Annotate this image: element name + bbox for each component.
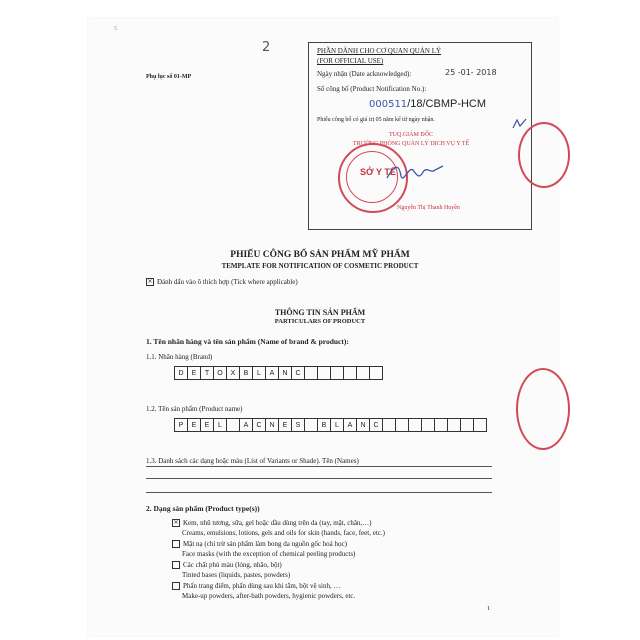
variants-line-2 [146,478,492,479]
product-name-cell: N [266,419,279,431]
product-type-en: Make-up powders, after-bath powders, hygienic powders, etc. [182,592,356,600]
official-title-en: (FOR OFFICIAL USE) [317,57,384,65]
brand-cell: N [279,367,292,379]
official-use-box [308,42,532,230]
product-type-vn: Kem, nhũ tương, sữa, gel hoặc dầu dùng trên da (tay, mặt, chân,…) [183,519,372,527]
brand-cell [370,367,382,379]
edge-stamp-bottom [516,368,570,450]
product-label: 1.2. Tên sản phẩm (Product name) [146,405,243,413]
product-type-checkbox[interactable] [172,561,180,569]
brand-cell: T [201,367,214,379]
product-type-vn: Các chất phủ màu (lỏng, nhão, bột) [183,561,282,569]
brand-grid [174,366,383,380]
product-name-grid [174,418,487,432]
product-type-en: Tinted bases (liquids, pastes, powders) [182,571,291,579]
product-name-cell [409,419,422,431]
validity-note: Phiếu công bố có giá trị 05 năm kể từ ngày nhận. [317,117,435,123]
product-type-checkbox[interactable]: × [173,519,179,527]
brand-cell: C [292,367,305,379]
section-title-vn: THÔNG TIN SẢN PHẨM [274,308,366,317]
corner-mark: 5 [114,26,117,32]
product-type-checkbox[interactable] [172,582,180,590]
product-name-cell: E [279,419,292,431]
edge-stamp-top [518,122,570,188]
product-type-en: Face masks (with the exception of chemical peeling products) [182,550,356,558]
product-name-cell [227,419,240,431]
signer-name: Nguyễn Thị Thanh Huyền [397,205,460,211]
product-name-cell [396,419,409,431]
initial-mark-icon [512,118,528,130]
number-label: Số công bố (Product Notification No.): [317,85,427,93]
product-type-item [172,539,385,559]
handwritten-number: 2 [262,40,271,55]
variants-line-3 [146,492,492,493]
product-name-cell [461,419,474,431]
brand-cell [344,367,357,379]
product-name-cell: E [188,419,201,431]
brand-cell: D [175,367,188,379]
product-name-cell: C [370,419,383,431]
section-title-en: PARTICULARS OF PRODUCT [274,318,366,325]
signature-icon [385,160,445,186]
section1-title: 1. Tên nhãn hàng và tên sản phẩm (Name of brand & product): [146,337,349,346]
product-name-cell: L [214,419,227,431]
product-type-item [172,560,385,580]
stamp-center-text: SỞ Y TẾ [360,167,396,177]
product-name-cell: S [292,419,305,431]
notification-number-black: /18/CBMP-HCM [407,98,487,110]
tick-note [146,278,298,286]
product-name-cell: E [201,419,214,431]
product-name-cell: P [175,419,188,431]
section2-title: 2. Dạng sản phẩm (Product type(s)) [146,504,260,513]
product-name-cell: L [331,419,344,431]
notification-number [369,98,486,110]
brand-cell: B [240,367,253,379]
sign-dept: TRƯỞNG PHÒNG QUẢN LÝ DỊCH VỤ Y TẾ [353,141,470,147]
product-name-cell: C [253,419,266,431]
product-type-item [172,581,385,601]
product-type-item [172,518,385,538]
product-type-checkbox[interactable] [172,540,180,548]
notification-number-blue: 000511 [369,99,408,110]
product-name-cell [435,419,448,431]
official-title-vn: PHẦN DÀNH CHO CƠ QUAN QUẢN LÝ [317,47,442,55]
product-type-vn: Mặt nạ (chỉ trừ sản phẩm làm bong da nguồn gốc hoá học) [183,540,347,548]
brand-cell [357,367,370,379]
product-type-vn: Phấn trang điểm, phấn dùng sau khi tắm, bột vệ sinh, … [183,582,341,590]
brand-cell: L [253,367,266,379]
heading-en: TEMPLATE FOR NOTIFICATION OF COSMETIC PRODUCT [221,262,419,270]
product-name-cell: B [318,419,331,431]
date-value: 25 -01- 2018 [445,68,497,77]
product-name-cell [474,419,486,431]
product-name-cell [448,419,461,431]
tick-note-text: Đánh dấu vào ô thích hợp (Tick where applicable) [157,278,298,286]
appendix-label: Phụ lục số 01-MP [146,74,192,80]
date-label: Ngày nhận (Date acknowledged): [317,70,412,78]
tick-note-checkbox: × [147,278,153,286]
product-name-cell: A [344,419,357,431]
brand-cell [318,367,331,379]
product-name-cell [305,419,318,431]
page-number: 1 [487,606,490,612]
brand-cell: E [188,367,201,379]
variants-line-1 [146,466,492,467]
variants-label: 1.3. Danh sách các dạng hoặc màu (List of Variants or Shade). Tên (Names) [146,457,359,465]
sign-title: TUQ.GIÁM ĐỐC [389,132,433,138]
brand-label: 1.1. Nhãn hàng (Brand) [146,353,213,361]
brand-cell: A [266,367,279,379]
heading-vn: PHIẾU CÔNG BỐ SẢN PHẨM MỸ PHẨM [230,250,410,260]
brand-cell [331,367,344,379]
brand-cell: X [227,367,240,379]
product-name-cell [422,419,435,431]
brand-cell: O [214,367,227,379]
product-type-list [172,518,385,602]
product-name-cell: N [357,419,370,431]
brand-cell [305,367,318,379]
product-name-cell: A [240,419,253,431]
product-name-cell [383,419,396,431]
product-type-en: Creams, emulsions, lotions, gels and oils for skin (hands, face, feet, etc.) [182,529,385,537]
